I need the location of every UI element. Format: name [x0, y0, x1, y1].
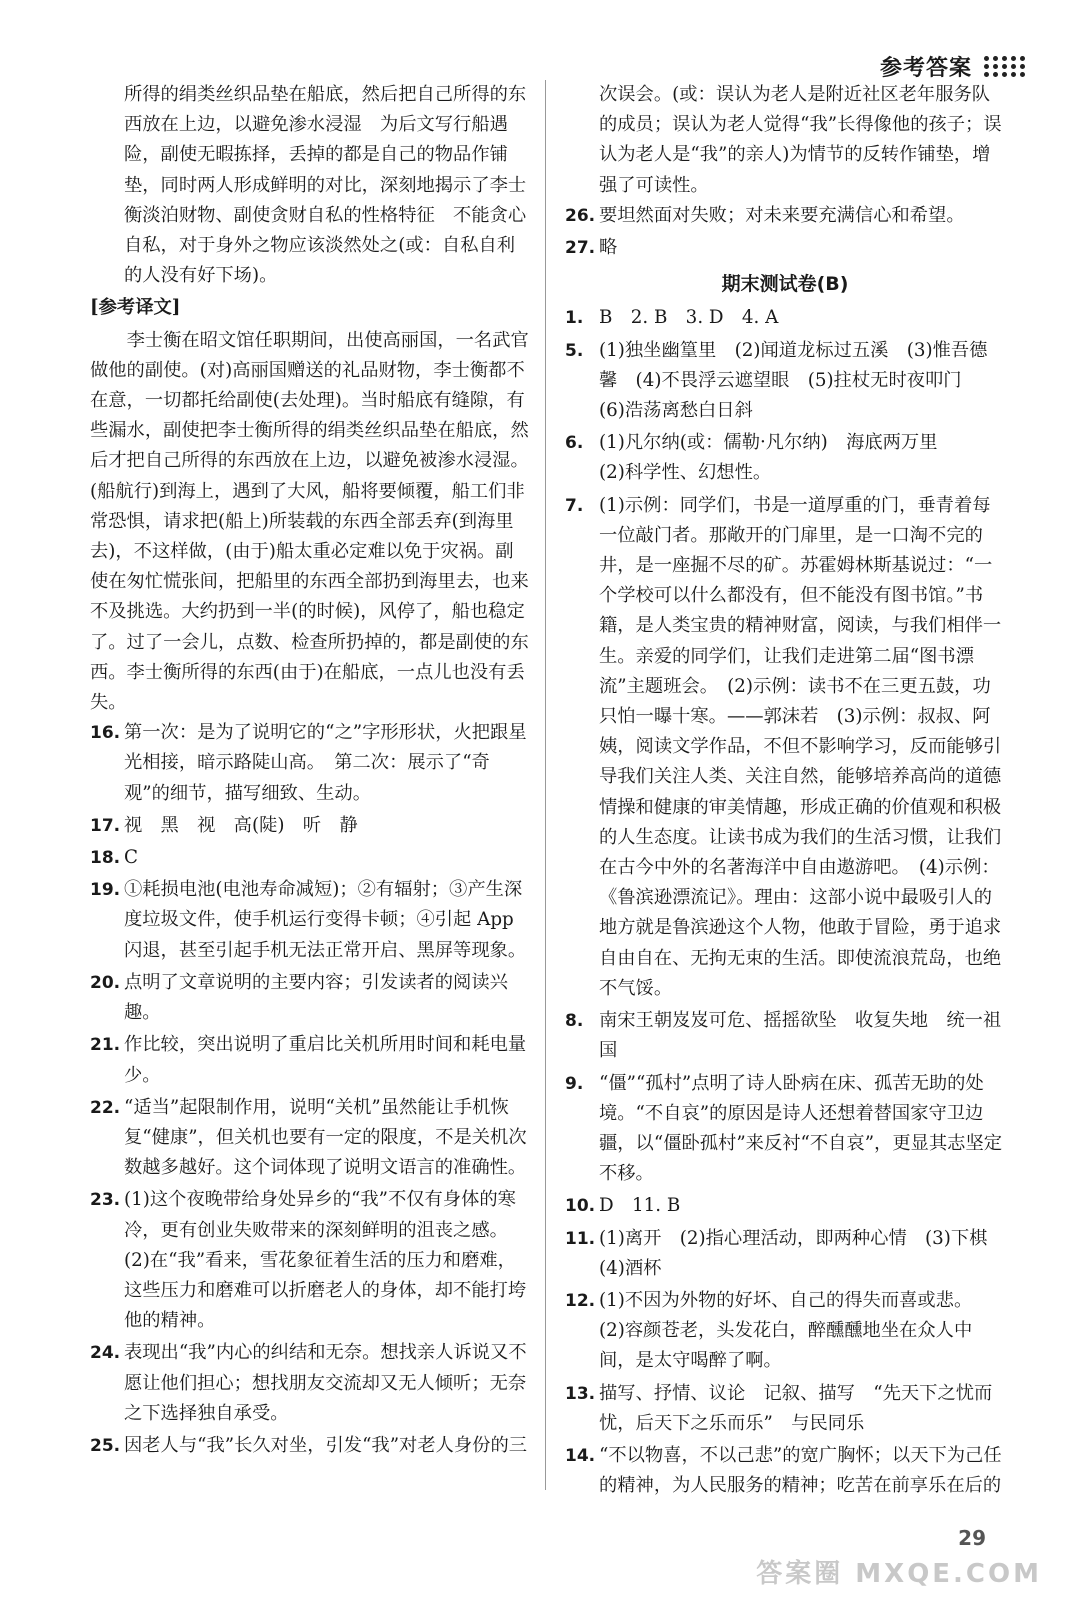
item-text: 因老人与“我”长久对坐，引发“我”对老人身份的三 — [124, 1434, 528, 1456]
item-text: (1)示例：同学们，书是一道厚重的门，垂青着每一位敲门者。那敞开的门扉里，是一口淘不完的井，是一座掘不尽的矿。苏霍姆林斯基说过：“一个学校可以什么都没有，但不能没有图书馆。”书籍，是人类宝贵的精神财富，阅读，与我们相伴一生。亲爱的同学们，让我们走进第二届“图书漂流”主题班会。 (2)示例：读书不在三更五鼓，功只怕一曝十寒。——郭沫若 (3)示例：叔叔、阿姨，阅读文学作品，不但不影响学习，反而能够引导我们关注人类、关注自然，能够培养高尚的道德情操和健康的审美情趣，形成正确的价值观和积极的人生态度。让读书成为我们的生活习惯，让我们在古今中外的名著海洋中自由遨游吧。 (4)示例：《鲁滨逊漂流记》。理由：这部小说中最吸引人的地方就是鲁滨逊这个人物，他敢于冒险，勇于追求自由自在、无拘无束的生活。即使流浪荒岛，也绝不气馁。 — [599, 494, 1002, 999]
answer-item — [90, 1093, 530, 1184]
item-text: “适当”起限制作用，说明“关机”虽然能让手机恢复“健康”，但关机也要有一定的限度，不是关机次数越多越好。这个词体现了说明文语言的准确性。 — [124, 1096, 527, 1179]
continued-paragraph: 所得的绢类丝织品垫在船底，然后把自己所得的东西放在上边，以避免渗水浸湿 为后文写行船遇险，副使无暇拣择，丢掉的都是自己的物品作铺垫，同时两人形成鲜明的对比，深刻地揭示了李士衡淡泊财物、副使贪财自私的性格特征 不能贪心自私，对于身外之物应该淡然处之(或：自私自利的人没有好下场)。 — [124, 84, 527, 287]
item-number: 24. — [90, 1343, 121, 1364]
continued-paragraph: 次误会。(或：误认为老人是附近社区老年服务队的成员；误认为老人觉得“我”长得像他的孩子；误认为老人是“我”的亲人)为情节的反转作铺垫，增强了可读性。 — [599, 84, 1002, 196]
item-number: 9. — [565, 1073, 584, 1094]
item-text: 作比较，突出说明了重启比关机所用时间和耗电量少。 — [124, 1034, 527, 1086]
item-text: 略 — [599, 237, 618, 259]
right-column — [565, 80, 1005, 1503]
item-number: 26. — [565, 205, 596, 226]
item-text: 南宋王朝岌岌可危、摇摇欲坠 收复失地 统一祖国 — [599, 1010, 1002, 1062]
item-text: 描写、抒情、议论 记叙、描写 “先天下之忧而忧，后天下之乐而乐” 与民同乐 — [599, 1382, 993, 1434]
item-text: D 11. B — [599, 1195, 681, 1217]
item-text: “不以物喜，不以己悲”的宽广胸怀；以天下为己任的精神，为人民服务的精神；吃苦在前享乐在后的 — [599, 1444, 1002, 1497]
item-text: (1)凡尔纳(或：儒勒·凡尔纳) 海底两万里 — [599, 432, 938, 454]
item-number: 18. — [90, 848, 121, 869]
item-text-part2: (2)科学性、幻想性。 — [599, 462, 772, 484]
answer-item — [565, 1379, 1005, 1439]
item-text-part2: (2)在“我”看来，雪花象征着生活的压力和磨难，这些压力和磨难可以折磨老人的身体，却不能打垮他的精神。 — [124, 1249, 527, 1332]
answer-item — [565, 1224, 1005, 1284]
item-number: 6. — [565, 433, 584, 454]
item-number: 7. — [565, 495, 584, 516]
left-column — [90, 80, 530, 1463]
reference-translation-label: [参考译文] — [90, 297, 181, 319]
item-text: 表现出“我”内心的纠结和无奈。想找亲人诉说又不愿让他们担心；想找朋友交流却又无人倾听；无奈之下选择独自承受。 — [124, 1342, 527, 1424]
item-text: C — [124, 847, 138, 869]
item-number: 16. — [90, 723, 121, 744]
item-text: 点明了文章说明的主要内容；引发读者的阅读兴趣。 — [124, 971, 508, 1024]
header-title: 参考答案 — [879, 55, 972, 81]
answer-item — [565, 233, 1005, 263]
item-text: (1)独坐幽篁里 (2)闻道龙标过五溪 (3)惟吾德馨 (4)不畏浮云遮望眼 (5)拄杖无时夜叩门 (6)浩荡离愁白日斜 — [599, 339, 988, 422]
item-text: B 2. B 3. D 4. A — [599, 307, 779, 329]
answer-item — [565, 491, 1005, 1004]
item-text: (1)离开 (2)指心理活动，即两种心情 (3)下棋 (4)酒杯 — [599, 1227, 1006, 1279]
answer-item — [565, 303, 1005, 333]
page-number: 29 — [958, 1526, 986, 1550]
item-text: 视 黑 视 高(陡) 听 静 — [124, 814, 358, 836]
item-number: 27. — [565, 238, 596, 259]
item-number: 25. — [90, 1435, 121, 1456]
answer-item — [90, 718, 530, 809]
item-number: 22. — [90, 1097, 121, 1118]
item-number: 1. — [565, 308, 584, 329]
answer-item — [90, 875, 530, 966]
answer-item — [565, 1006, 1005, 1066]
answer-item — [565, 1191, 1005, 1221]
column-divider — [545, 80, 546, 1490]
section-title: 期末测试卷(B) — [721, 273, 849, 296]
item-text: ①耗损电池(电池寿命减短)；②有辐射；③产生深度垃圾文件，使手机运行变得卡顿；④引起 App 闪退，甚至引起手机无法正常开启、黑屏等现象。 — [124, 879, 527, 961]
item-text: 第一次：是为了说明它的“之”字形形状，火把跟星光相接，暗示路陡山高。 第二次：展示了“奇观”的细节，描写细致、生动。 — [124, 722, 527, 804]
answer-item — [90, 1431, 530, 1461]
item-text: (1)不因为外物的好坏、自己的得失而喜或悲。 — [599, 1289, 973, 1311]
answer-item — [90, 1030, 530, 1090]
item-number: 8. — [565, 1011, 584, 1032]
item-number: 5. — [565, 340, 584, 361]
item-text-part2: (2)容颜苍老，头发花白，醉醺醺地坐在众人中间，是太守喝醉了啊。 — [599, 1320, 973, 1372]
item-text-block — [124, 1185, 530, 1336]
item-text: (1)这个夜晚带给身处异乡的“我”不仅有身体的寒冷，更有创业失败带来的深刻鲜明的沮丧之感。 — [124, 1189, 516, 1241]
item-number: 17. — [90, 815, 121, 836]
item-number: 13. — [565, 1383, 596, 1404]
answer-item — [565, 428, 1005, 488]
answer-item — [565, 1069, 1005, 1190]
answer-item — [90, 968, 530, 1028]
item-text-block — [599, 1286, 1005, 1377]
answer-item — [565, 336, 1005, 427]
item-text: 要坦然面对失败；对未来要充满信心和希望。 — [599, 204, 965, 226]
answer-item — [90, 811, 530, 841]
dots-decoration-icon — [984, 56, 1026, 77]
answer-item — [565, 1441, 1005, 1501]
item-number: 21. — [90, 1035, 121, 1056]
watermark: 答案圈 MXQE.COM — [756, 1559, 1042, 1589]
item-text: “僵”“孤村”点明了诗人卧病在床、孤苦无助的处境。“不自哀”的原因是诗人还想着替国家守卫边疆，以“僵卧孤村”来反衬“不自哀”，更显其志坚定不移。 — [599, 1072, 1003, 1185]
item-number: 14. — [565, 1445, 596, 1466]
answer-item — [565, 201, 1005, 231]
item-number: 10. — [565, 1196, 596, 1217]
item-number: 12. — [565, 1290, 596, 1311]
item-number: 11. — [565, 1228, 596, 1249]
answer-item — [90, 843, 530, 873]
answer-item — [90, 1338, 530, 1429]
answer-item — [565, 1286, 1005, 1377]
item-number: 20. — [90, 972, 121, 993]
answer-item — [90, 1185, 530, 1336]
item-text-block — [599, 428, 1005, 488]
item-number: 23. — [90, 1190, 121, 1211]
translation-paragraph: 李士衡在昭文馆任职期间，出使高丽国，一名武官做他的副使。(对)高丽国赠送的礼品财物，李士衡都不在意，一切都托给副使(去处理)。当时船底有缝隙，有些漏水，副使把李士衡所得的绢类丝织品垫在船底，然后才把自己所得的东西放在上边，以避免被渗水浸湿。(船航行)到海上，遇到了大风，船将要倾覆，船工们非常恐惧，请求把(船上)所装载的东西全部丢弃(到海里去)，不这样做，(由于)船太重必定难以免于灾祸。副使在匆忙慌张间，把船里的东西全部扔到海里去，也来不及挑选。大约扔到一半(的时候)，风停了，船也稳定了。过了一会儿，点数、检查所扔掉的，都是副使的东西。李士衡所得的东西(由于)在船底，一点儿也没有丢失。 — [90, 329, 529, 714]
item-number: 19. — [90, 880, 121, 901]
